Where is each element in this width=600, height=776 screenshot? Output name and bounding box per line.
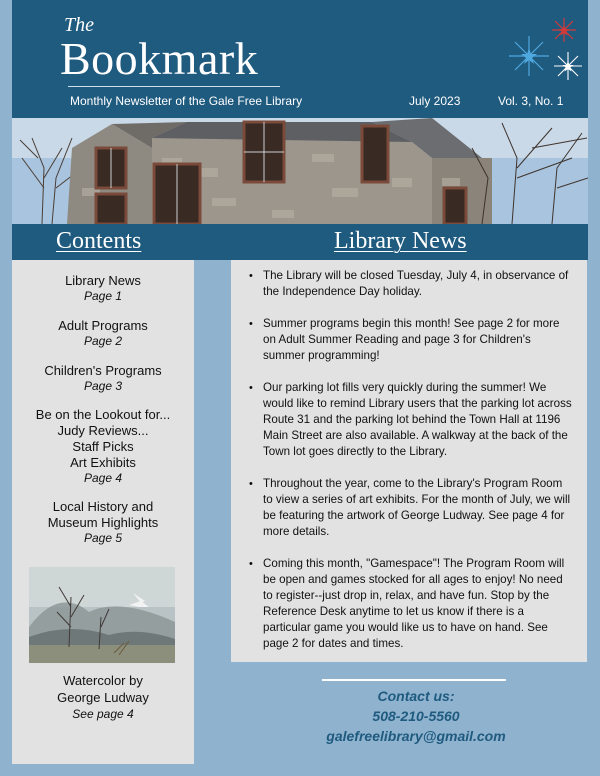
masthead-the: The (64, 14, 94, 36)
issue-date: July 2023 (409, 94, 461, 108)
contact-divider (322, 679, 506, 681)
news-list (231, 260, 587, 652)
toc-entry-local-history (12, 499, 194, 546)
title-divider (68, 86, 280, 87)
toc-title: Children's Programs (44, 363, 162, 378)
toc-title: Local History and (52, 499, 154, 514)
toc-title: Art Exhibits (70, 455, 136, 470)
contact-phone[interactable]: 508-210-5560 (372, 708, 460, 724)
toc-entry-lookout (12, 407, 194, 486)
fireworks-icon (492, 12, 582, 84)
library-news-panel (231, 260, 587, 662)
toc-title: Library News (65, 273, 141, 288)
news-item: • Summer programs begin this month! See page 2 for more on Adult Summer Reading and page 3 for Children's summer programming! (249, 316, 573, 364)
toc-entry-adult-programs (12, 318, 194, 349)
section-heading-bar (12, 224, 588, 260)
toc-title: Adult Programs (58, 318, 148, 333)
caption-line: George Ludway (57, 690, 149, 705)
toc-entry-childrens-programs (12, 363, 194, 394)
news-item: • Our parking lot fills very quickly during the summer! We would like to remind Library users that the parking lot across Route 31 and the parking lot behind the Town Hall at 1196 Main Street are also available. A walkway at the back of the Town lot goes directly to the Library. (249, 380, 573, 460)
toc-title: Judy Reviews... (57, 423, 149, 438)
toc-title: Be on the Lookout for... (35, 407, 171, 422)
library-news-heading: Library News (334, 228, 467, 254)
news-item: • Throughout the year, come to the Library's Program Room to view a series of art exhibits. For the month of July, we will be featuring the artwork of George Ludway. See page 4 for more details. (249, 476, 573, 540)
painting-caption (12, 672, 194, 722)
masthead (12, 0, 588, 118)
table-of-contents (12, 260, 194, 764)
contact-heading: Contact us: (377, 688, 455, 704)
news-item: • Coming this month, "Gamespace"! The Program Room will be open and games stocked for all ages to enjoy! No need to register--just drop in, relax, and have fun. Stop by the Reference Desk anytime to let us know if there is a particular game you would like us to have on hand. See page 2 for dates and times. (249, 556, 573, 652)
toc-entry-library-news (12, 273, 194, 304)
contact-email[interactable]: galefreelibrary@gmail.com (326, 728, 506, 744)
issue-volume: Vol. 3, No. 1 (498, 94, 564, 108)
caption-line: Watercolor by (63, 673, 143, 688)
toc-page: Page 5 (83, 531, 123, 545)
newsletter-title: Bookmark (60, 33, 259, 84)
toc-page: Page 1 (83, 289, 123, 303)
toc-page: Page 4 (83, 471, 123, 485)
newsletter-subtitle: Monthly Newsletter of the Gale Free Library (70, 94, 303, 108)
toc-title: Staff Picks (72, 439, 134, 454)
contact-block (300, 686, 532, 746)
toc-page: Page 2 (83, 334, 123, 348)
watercolor-painting (29, 567, 175, 663)
caption-page: See page 4 (72, 707, 134, 721)
toc-title: Museum Highlights (47, 515, 159, 530)
library-building-photo (12, 118, 588, 224)
toc-page: Page 3 (83, 379, 123, 393)
news-item: • The Library will be closed Tuesday, July 4, in observance of the Independence Day holiday. (249, 268, 573, 300)
contents-heading: Contents (56, 228, 142, 254)
